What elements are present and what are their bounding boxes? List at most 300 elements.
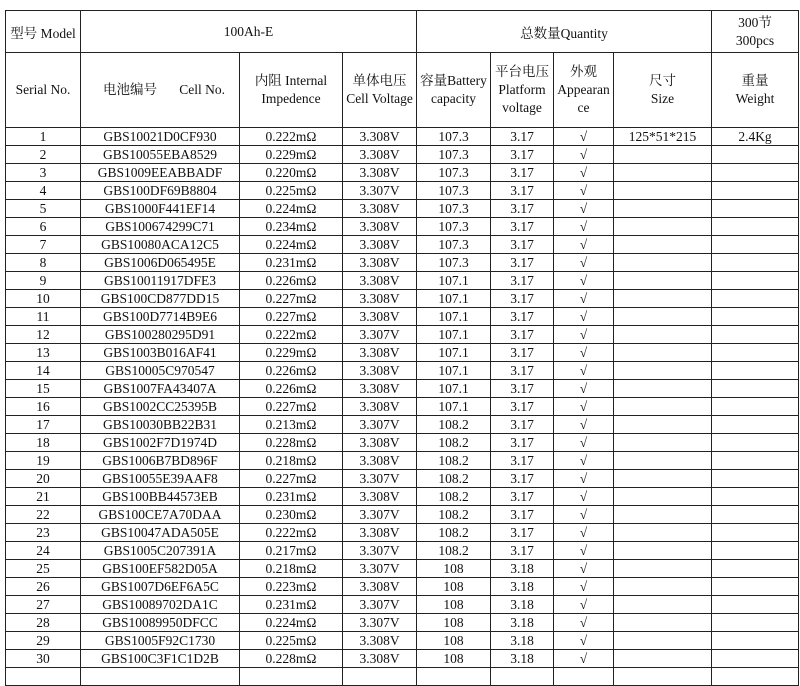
- serial-cell: 8: [6, 254, 81, 272]
- impedance-cell: 0.224mΩ: [240, 614, 343, 632]
- serial-cell: 22: [6, 506, 81, 524]
- weight-cell: [712, 200, 799, 218]
- header-size: [614, 53, 712, 128]
- cell-no-cell: GBS1006B7BD896F: [81, 452, 240, 470]
- table-row-cutoff: [6, 668, 799, 686]
- header-internal-impedance: [240, 53, 343, 128]
- empty-cell: [712, 668, 799, 686]
- voltage-cell: 3.308V: [343, 344, 417, 362]
- voltage-cell: 3.308V: [343, 254, 417, 272]
- cell-no-cell: GBS10089950DFCC: [81, 614, 240, 632]
- appearance-cell: √: [554, 542, 614, 560]
- header-ir-line1: 内阻 Internal: [254, 73, 328, 88]
- platform-voltage-cell: 3.17: [491, 218, 554, 236]
- table-row: [6, 218, 799, 236]
- voltage-cell: 3.307V: [343, 596, 417, 614]
- serial-cell: 25: [6, 560, 81, 578]
- impedance-cell: 0.231mΩ: [240, 488, 343, 506]
- platform-voltage-cell: 3.17: [491, 470, 554, 488]
- cell-no-cell: GBS1009EEABBADF: [81, 164, 240, 182]
- weight-cell: [712, 470, 799, 488]
- cell-no-cell: GBS1002F7D1974D: [81, 434, 240, 452]
- size-cell: [614, 506, 712, 524]
- voltage-cell: 3.308V: [343, 434, 417, 452]
- cell-no-cell: GBS1000F441EF14: [81, 200, 240, 218]
- header-capacity-line2: capacity: [431, 91, 476, 106]
- cell-no-cell: GBS10021D0CF930: [81, 128, 240, 146]
- platform-voltage-cell: 3.17: [491, 146, 554, 164]
- voltage-cell: 3.307V: [343, 416, 417, 434]
- size-cell: [614, 542, 712, 560]
- size-cell: [614, 650, 712, 668]
- table-top-row: [6, 11, 799, 53]
- platform-voltage-cell: 3.17: [491, 272, 554, 290]
- serial-cell: 18: [6, 434, 81, 452]
- table-row: [6, 542, 799, 560]
- size-cell: [614, 344, 712, 362]
- cell-no-cell: GBS1005F92C1730: [81, 632, 240, 650]
- weight-cell: [712, 326, 799, 344]
- capacity-cell: 107.1: [417, 308, 491, 326]
- header-size-line2: Size: [650, 91, 675, 106]
- size-cell: [614, 560, 712, 578]
- voltage-cell: 3.308V: [343, 524, 417, 542]
- capacity-cell: 108.2: [417, 542, 491, 560]
- cell-no-cell: GBS100BB44573EB: [81, 488, 240, 506]
- impedance-cell: 0.227mΩ: [240, 470, 343, 488]
- platform-voltage-cell: 3.17: [491, 380, 554, 398]
- platform-voltage-cell: 3.17: [491, 488, 554, 506]
- capacity-cell: 108: [417, 560, 491, 578]
- serial-cell: 10: [6, 290, 81, 308]
- quantity-value-cn: 300节: [738, 14, 772, 30]
- weight-cell: [712, 362, 799, 380]
- capacity-cell: 108: [417, 578, 491, 596]
- serial-cell: 23: [6, 524, 81, 542]
- impedance-cell: 0.223mΩ: [240, 578, 343, 596]
- impedance-cell: 0.218mΩ: [240, 452, 343, 470]
- cell-no-cell: GBS10055EBA8529: [81, 146, 240, 164]
- appearance-cell: √: [554, 578, 614, 596]
- size-cell: 125*51*215: [614, 128, 712, 146]
- serial-cell: 5: [6, 200, 81, 218]
- header-serial: Serial No.: [6, 53, 81, 128]
- size-cell: [614, 380, 712, 398]
- table-row: [6, 272, 799, 290]
- appearance-cell: √: [554, 164, 614, 182]
- impedance-cell: 0.222mΩ: [240, 524, 343, 542]
- voltage-cell: 3.308V: [343, 308, 417, 326]
- platform-voltage-cell: 3.17: [491, 290, 554, 308]
- header-weight-line1: 重量: [741, 73, 769, 88]
- serial-cell: 29: [6, 632, 81, 650]
- empty-cell: [6, 668, 81, 686]
- voltage-cell: 3.307V: [343, 560, 417, 578]
- appearance-cell: √: [554, 398, 614, 416]
- cell-no-cell: GBS10055E39AAF8: [81, 470, 240, 488]
- weight-cell: [712, 290, 799, 308]
- cell-no-cell: GBS100674299C71: [81, 218, 240, 236]
- size-cell: [614, 596, 712, 614]
- appearance-cell: √: [554, 146, 614, 164]
- table-row: [6, 236, 799, 254]
- header-appearance: [554, 53, 614, 128]
- capacity-cell: 108.2: [417, 434, 491, 452]
- weight-cell: [712, 146, 799, 164]
- cell-no-cell: GBS100D7714B9E6: [81, 308, 240, 326]
- serial-cell: 7: [6, 236, 81, 254]
- size-cell: [614, 488, 712, 506]
- serial-cell: 13: [6, 344, 81, 362]
- size-cell: [614, 254, 712, 272]
- header-platform-line2: Platform: [498, 82, 546, 97]
- cell-no-cell: GBS100280295D91: [81, 326, 240, 344]
- cell-no-cell: GBS10030BB22B31: [81, 416, 240, 434]
- empty-cell: [491, 668, 554, 686]
- voltage-cell: 3.307V: [343, 182, 417, 200]
- header-size-line1: 尺寸: [649, 73, 676, 88]
- capacity-cell: 107.3: [417, 146, 491, 164]
- table-row: [6, 362, 799, 380]
- serial-cell: 3: [6, 164, 81, 182]
- table-row: [6, 596, 799, 614]
- voltage-cell: 3.308V: [343, 632, 417, 650]
- weight-cell: [712, 182, 799, 200]
- empty-cell: [554, 668, 614, 686]
- platform-voltage-cell: 3.17: [491, 362, 554, 380]
- table-row: [6, 128, 799, 146]
- platform-voltage-cell: 3.17: [491, 236, 554, 254]
- voltage-cell: 3.308V: [343, 272, 417, 290]
- weight-cell: [712, 164, 799, 182]
- cell-no-cell: GBS1006D065495E: [81, 254, 240, 272]
- impedance-cell: 0.213mΩ: [240, 416, 343, 434]
- header-voltage-line2: Cell Voltage: [346, 91, 413, 106]
- capacity-cell: 107.3: [417, 128, 491, 146]
- platform-voltage-cell: 3.17: [491, 506, 554, 524]
- voltage-cell: 3.308V: [343, 362, 417, 380]
- header-appearance-line1: 外观: [570, 64, 597, 79]
- impedance-cell: 0.227mΩ: [240, 290, 343, 308]
- cell-no-cell: GBS1005C207391A: [81, 542, 240, 560]
- weight-cell: [712, 308, 799, 326]
- weight-cell: [712, 434, 799, 452]
- weight-cell: [712, 650, 799, 668]
- cell-no-cell: GBS10011917DFE3: [81, 272, 240, 290]
- serial-cell: 19: [6, 452, 81, 470]
- impedance-cell: 0.228mΩ: [240, 434, 343, 452]
- appearance-cell: √: [554, 632, 614, 650]
- header-platform-line1: 平台电压: [495, 64, 549, 79]
- serial-cell: 2: [6, 146, 81, 164]
- serial-cell: 30: [6, 650, 81, 668]
- impedance-cell: 0.222mΩ: [240, 128, 343, 146]
- model-value: 100Ah-E: [81, 11, 417, 53]
- platform-voltage-cell: 3.18: [491, 632, 554, 650]
- cell-no-cell: GBS10005C970547: [81, 362, 240, 380]
- weight-cell: [712, 614, 799, 632]
- platform-voltage-cell: 3.18: [491, 614, 554, 632]
- voltage-cell: 3.308V: [343, 218, 417, 236]
- platform-voltage-cell: 3.17: [491, 524, 554, 542]
- size-cell: [614, 524, 712, 542]
- weight-cell: [712, 218, 799, 236]
- size-cell: [614, 326, 712, 344]
- appearance-cell: √: [554, 290, 614, 308]
- cell-no-cell: GBS10047ADA505E: [81, 524, 240, 542]
- impedance-cell: 0.234mΩ: [240, 218, 343, 236]
- serial-cell: 26: [6, 578, 81, 596]
- capacity-cell: 108.2: [417, 470, 491, 488]
- size-cell: [614, 290, 712, 308]
- serial-cell: 12: [6, 326, 81, 344]
- header-weight-line2: Weight: [735, 91, 775, 106]
- capacity-cell: 107.3: [417, 218, 491, 236]
- cell-no-cell: GBS10080ACA12C5: [81, 236, 240, 254]
- appearance-cell: √: [554, 308, 614, 326]
- impedance-cell: 0.227mΩ: [240, 308, 343, 326]
- weight-cell: [712, 452, 799, 470]
- size-cell: [614, 416, 712, 434]
- weight-cell: [712, 506, 799, 524]
- size-cell: [614, 434, 712, 452]
- header-cell-en: Cell No.: [179, 82, 225, 97]
- impedance-cell: 0.225mΩ: [240, 632, 343, 650]
- impedance-cell: 0.222mΩ: [240, 326, 343, 344]
- platform-voltage-cell: 3.18: [491, 578, 554, 596]
- size-cell: [614, 578, 712, 596]
- weight-cell: [712, 596, 799, 614]
- voltage-cell: 3.308V: [343, 128, 417, 146]
- header-platform-voltage: [491, 53, 554, 128]
- table-row: [6, 488, 799, 506]
- voltage-cell: 3.308V: [343, 488, 417, 506]
- appearance-cell: √: [554, 182, 614, 200]
- appearance-cell: √: [554, 452, 614, 470]
- appearance-cell: √: [554, 596, 614, 614]
- serial-cell: 20: [6, 470, 81, 488]
- table-row: [6, 632, 799, 650]
- impedance-cell: 0.228mΩ: [240, 650, 343, 668]
- size-cell: [614, 200, 712, 218]
- table-row: [6, 506, 799, 524]
- table-row: [6, 452, 799, 470]
- voltage-cell: 3.307V: [343, 614, 417, 632]
- capacity-cell: 108: [417, 632, 491, 650]
- header-cell-cn: 电池编号: [103, 82, 157, 97]
- appearance-cell: √: [554, 416, 614, 434]
- capacity-cell: 107.1: [417, 344, 491, 362]
- size-cell: [614, 218, 712, 236]
- voltage-cell: 3.307V: [343, 506, 417, 524]
- voltage-cell: 3.308V: [343, 146, 417, 164]
- table-row: [6, 398, 799, 416]
- table-row: [6, 182, 799, 200]
- weight-cell: [712, 254, 799, 272]
- voltage-cell: 3.308V: [343, 236, 417, 254]
- weight-cell: [712, 416, 799, 434]
- appearance-cell: √: [554, 326, 614, 344]
- cell-no-cell: GBS1007D6EF6A5C: [81, 578, 240, 596]
- serial-cell: 14: [6, 362, 81, 380]
- empty-cell: [343, 668, 417, 686]
- appearance-cell: √: [554, 254, 614, 272]
- column-header-row: [6, 53, 799, 128]
- impedance-cell: 0.217mΩ: [240, 542, 343, 560]
- appearance-cell: √: [554, 506, 614, 524]
- cell-no-cell: GBS100C3F1C1D2B: [81, 650, 240, 668]
- voltage-cell: 3.308V: [343, 452, 417, 470]
- capacity-cell: 107.3: [417, 200, 491, 218]
- voltage-cell: 3.308V: [343, 200, 417, 218]
- capacity-cell: 107.1: [417, 362, 491, 380]
- cell-no-cell: GBS100CD877DD15: [81, 290, 240, 308]
- header-voltage-line1: 单体电压: [352, 73, 407, 88]
- impedance-cell: 0.225mΩ: [240, 182, 343, 200]
- appearance-cell: √: [554, 362, 614, 380]
- platform-voltage-cell: 3.17: [491, 254, 554, 272]
- capacity-cell: 108.2: [417, 416, 491, 434]
- empty-cell: [240, 668, 343, 686]
- appearance-cell: √: [554, 344, 614, 362]
- cell-no-cell: GBS100DF69B8804: [81, 182, 240, 200]
- appearance-cell: √: [554, 524, 614, 542]
- table-row: [6, 524, 799, 542]
- header-cell-no: [81, 53, 240, 128]
- impedance-cell: 0.230mΩ: [240, 506, 343, 524]
- table-row: [6, 344, 799, 362]
- size-cell: [614, 272, 712, 290]
- capacity-cell: 107.3: [417, 164, 491, 182]
- model-label: 型号 Model: [6, 11, 81, 53]
- appearance-cell: √: [554, 488, 614, 506]
- size-cell: [614, 146, 712, 164]
- capacity-cell: 107.3: [417, 254, 491, 272]
- appearance-cell: √: [554, 560, 614, 578]
- cell-no-cell: GBS100EF582D05A: [81, 560, 240, 578]
- capacity-cell: 108.2: [417, 506, 491, 524]
- table-row: [6, 380, 799, 398]
- cell-no-cell: GBS1007FA43407A: [81, 380, 240, 398]
- platform-voltage-cell: 3.17: [491, 200, 554, 218]
- cell-no-cell: GBS1003B016AF41: [81, 344, 240, 362]
- capacity-cell: 108.2: [417, 488, 491, 506]
- impedance-cell: 0.231mΩ: [240, 254, 343, 272]
- serial-cell: 27: [6, 596, 81, 614]
- header-weight: [712, 53, 799, 128]
- table-row: [6, 560, 799, 578]
- impedance-cell: 0.231mΩ: [240, 596, 343, 614]
- table-row: [6, 326, 799, 344]
- serial-cell: 24: [6, 542, 81, 560]
- voltage-cell: 3.308V: [343, 290, 417, 308]
- impedance-cell: 0.229mΩ: [240, 344, 343, 362]
- serial-cell: 6: [6, 218, 81, 236]
- cell-no-cell: GBS1002CC25395B: [81, 398, 240, 416]
- impedance-cell: 0.224mΩ: [240, 236, 343, 254]
- weight-cell: [712, 398, 799, 416]
- capacity-cell: 108.2: [417, 524, 491, 542]
- empty-cell: [614, 668, 712, 686]
- size-cell: [614, 308, 712, 326]
- appearance-cell: √: [554, 614, 614, 632]
- header-capacity: [417, 53, 491, 128]
- weight-cell: [712, 542, 799, 560]
- impedance-cell: 0.226mΩ: [240, 362, 343, 380]
- size-cell: [614, 236, 712, 254]
- platform-voltage-cell: 3.17: [491, 182, 554, 200]
- header-capacity-line1: 容量Battery: [420, 73, 487, 88]
- weight-cell: [712, 236, 799, 254]
- voltage-cell: 3.308V: [343, 650, 417, 668]
- platform-voltage-cell: 3.17: [491, 434, 554, 452]
- table-row: [6, 470, 799, 488]
- size-cell: [614, 398, 712, 416]
- header-appearance-line2: Appearan: [557, 82, 610, 97]
- platform-voltage-cell: 3.17: [491, 542, 554, 560]
- platform-voltage-cell: 3.17: [491, 344, 554, 362]
- appearance-cell: √: [554, 128, 614, 146]
- table-row: [6, 146, 799, 164]
- table-row: [6, 614, 799, 632]
- voltage-cell: 3.308V: [343, 398, 417, 416]
- platform-voltage-cell: 3.17: [491, 128, 554, 146]
- table-row: [6, 308, 799, 326]
- impedance-cell: 0.220mΩ: [240, 164, 343, 182]
- platform-voltage-cell: 3.18: [491, 560, 554, 578]
- weight-cell: [712, 578, 799, 596]
- appearance-cell: √: [554, 434, 614, 452]
- voltage-cell: 3.307V: [343, 470, 417, 488]
- voltage-cell: 3.307V: [343, 326, 417, 344]
- size-cell: [614, 362, 712, 380]
- appearance-cell: √: [554, 650, 614, 668]
- capacity-cell: 107.1: [417, 272, 491, 290]
- voltage-cell: 3.308V: [343, 380, 417, 398]
- appearance-cell: √: [554, 380, 614, 398]
- capacity-cell: 107.1: [417, 398, 491, 416]
- size-cell: [614, 470, 712, 488]
- capacity-cell: 108: [417, 596, 491, 614]
- size-cell: [614, 452, 712, 470]
- size-cell: [614, 614, 712, 632]
- header-platform-line3: voltage: [502, 100, 542, 115]
- capacity-cell: 107.3: [417, 182, 491, 200]
- size-cell: [614, 182, 712, 200]
- size-cell: [614, 632, 712, 650]
- impedance-cell: 0.229mΩ: [240, 146, 343, 164]
- voltage-cell: 3.308V: [343, 578, 417, 596]
- platform-voltage-cell: 3.17: [491, 452, 554, 470]
- cell-no-cell: GBS10089702DA1C: [81, 596, 240, 614]
- table-row: [6, 434, 799, 452]
- table-row: [6, 578, 799, 596]
- table-row: [6, 200, 799, 218]
- capacity-cell: 107.3: [417, 236, 491, 254]
- weight-cell: [712, 344, 799, 362]
- impedance-cell: 0.226mΩ: [240, 380, 343, 398]
- serial-cell: 9: [6, 272, 81, 290]
- weight-cell: [712, 632, 799, 650]
- serial-cell: 16: [6, 398, 81, 416]
- serial-cell: 11: [6, 308, 81, 326]
- quantity-label: 总数量Quantity: [417, 11, 712, 53]
- serial-cell: 17: [6, 416, 81, 434]
- empty-cell: [81, 668, 240, 686]
- platform-voltage-cell: 3.17: [491, 398, 554, 416]
- weight-cell: 2.4Kg: [712, 128, 799, 146]
- capacity-cell: 108.2: [417, 452, 491, 470]
